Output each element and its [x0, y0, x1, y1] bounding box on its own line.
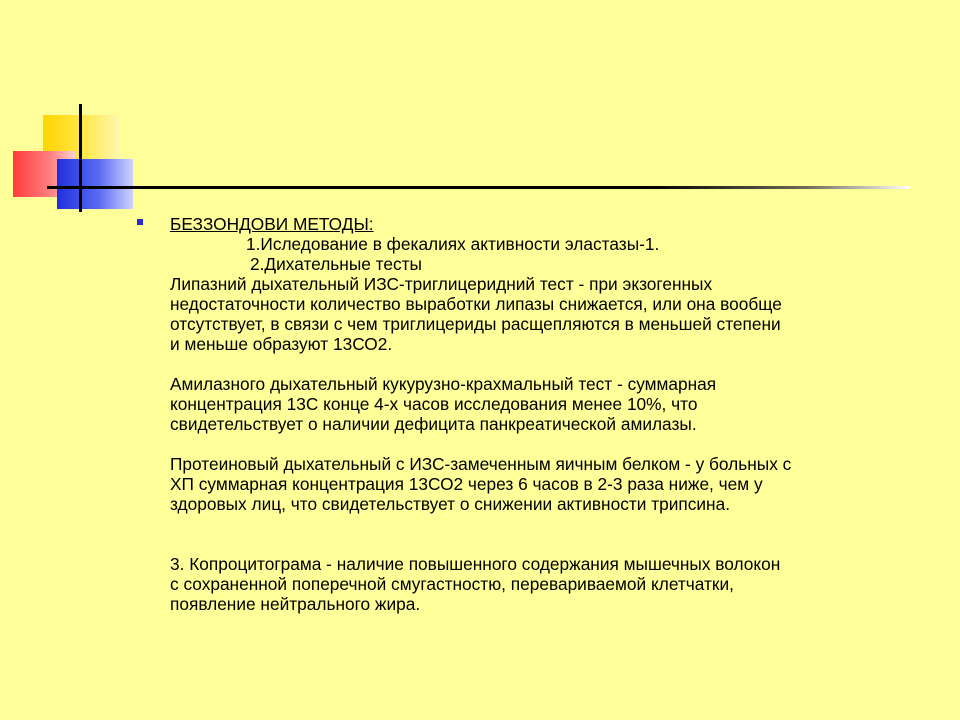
text-line: недостаточности количество выработки липазы снижается, или она вообще [170, 294, 782, 314]
paragraph-amylase-test [170, 374, 940, 434]
list-item-1: 1.Иследование в фекалиях активности эластазы-1. [246, 234, 660, 254]
text-line: 3. Копроцитограма - наличие повышенного содержания мышечных волокон [170, 554, 781, 574]
spacer [170, 354, 940, 374]
spacer [170, 434, 940, 454]
paragraph-protein-test [170, 454, 940, 514]
bullet-icon [137, 219, 143, 225]
vertical-rule [79, 104, 82, 212]
text-line: отсутствует, в связи с чем триглицериды расщепляются в меньшей степени [170, 314, 781, 334]
text-line: и меньше образуют 13СО2. [170, 334, 393, 354]
list-item-2: 2.Дихательные тесты [250, 254, 422, 274]
text-line: появление нейтрального жира. [170, 594, 421, 614]
text-line: Амилазного дыхательный кукурузно-крахмальный тест - суммарная [170, 374, 717, 394]
text-line: Протеиновый дыхательный с ИЗС-замеченным яичным белком - у больных с [170, 454, 792, 474]
text-line: с сохраненной поперечной смугастностю, перевариваемой клетчатки, [170, 574, 734, 594]
text-line: ХП суммарная концентрация 13СО2 через 6 часов в 2-3 раза ниже, чем у [170, 474, 763, 494]
text-line: здоровых лиц, что свидетельствует о снижении активности трипсина. [170, 494, 731, 514]
text-line: свидетельствует о наличии дефицита панкреатической амилазы. [170, 414, 697, 434]
bullet-text [170, 214, 940, 614]
paragraph-coprocytogram [170, 554, 940, 614]
section-heading: БЕЗЗОНДОВИ МЕТОДЫ: [170, 214, 374, 234]
paragraph-lipase-test [170, 274, 940, 354]
spacer [170, 514, 940, 554]
text-line: Липазний дыхательный ИЗС-триглицеридний тест - при экзогенных [170, 274, 713, 294]
horizontal-rule [47, 186, 910, 189]
text-line: концентрация 13С конце 4-х часов исследования менее 10%, что [170, 394, 698, 414]
blue-square-decoration [57, 159, 133, 209]
